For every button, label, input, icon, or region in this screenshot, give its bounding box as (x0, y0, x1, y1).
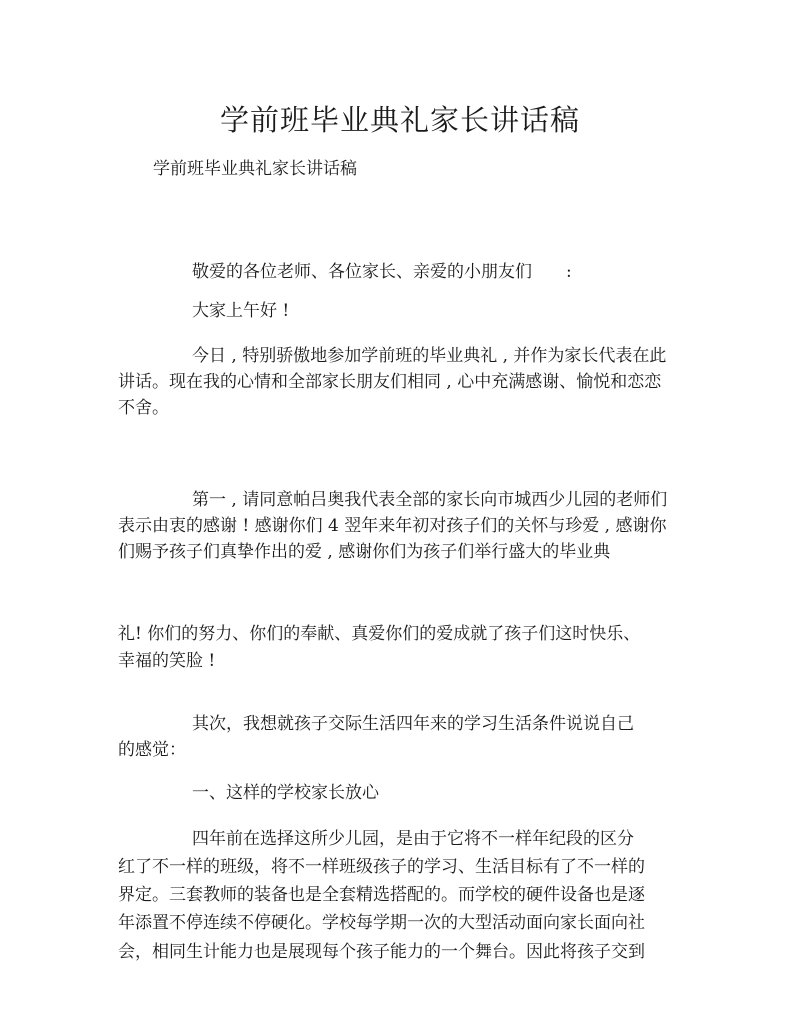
paragraph-line: 幸福的笑脸 ! (118, 651, 216, 671)
paragraph-line: 不舍。 (118, 398, 169, 418)
paragraph-line: 们赐予孩子们真挚作出的爱 , 感谢你们为孩子们举行盛大的毕业典 (118, 542, 611, 562)
paragraph-line: 第一 , 请同意帕吕奥我代表全部的家长向市城西少儿园的老师们 (192, 490, 668, 510)
document-title: 学前班毕业典礼家长讲话稿 (219, 103, 580, 137)
paragraph-line: 其次，我想就孩子交际生活四年来的学习生活条件说说自己 (192, 714, 634, 734)
paragraph-line: 会，相同生计能力也是展现每个孩子能力的一个舞台。因此将孩子交到 (118, 942, 645, 962)
paragraph-line: 今日 , 特别骄傲地参加学前班的毕业典礼 , 并作为家长代表在此 (192, 346, 667, 366)
paragraph-line: 讲话。现在我的心情和全部家长朋友们相同 , 心中充满感谢、愉悦和恋恋 (118, 372, 662, 392)
hello-line: 大家上午好 ! (192, 301, 290, 321)
paragraph-line: 年添置不停连续不停硬化。学校每学期一次的大型活动面向家长面向社 (118, 913, 645, 933)
paragraph-line: 界定。三套教师的装备也是全套精选搭配的。而学校的硬件设备也是逐 (118, 885, 645, 905)
paragraph-line: 礼! 你们的努力、你们的奉献、真爱你们的爱成就了孩子们这时快乐、 (118, 624, 641, 644)
greeting-line: 敬爱的各位老师、各位家长、亲爱的小朋友们 : (192, 262, 572, 282)
paragraph-line: 表示由衷的感谢 ! 感谢你们 4 翌年来年初对孩子们的关怀与珍爱 , 感谢你 (118, 516, 667, 536)
paragraph-line: 红了不一样的班级，将不一样班级孩子的学习、生活目标有了不一样的 (118, 857, 645, 877)
paragraph-line: 的感觉： (118, 740, 186, 760)
section-heading: 一、这样的学校家长放心 (192, 783, 379, 803)
paragraph-line: 四年前在选择这所少儿园，是由于它将不一样年纪段的区分 (192, 829, 634, 849)
document-subtitle: 学前班毕业典礼家长讲话稿 (153, 159, 357, 179)
